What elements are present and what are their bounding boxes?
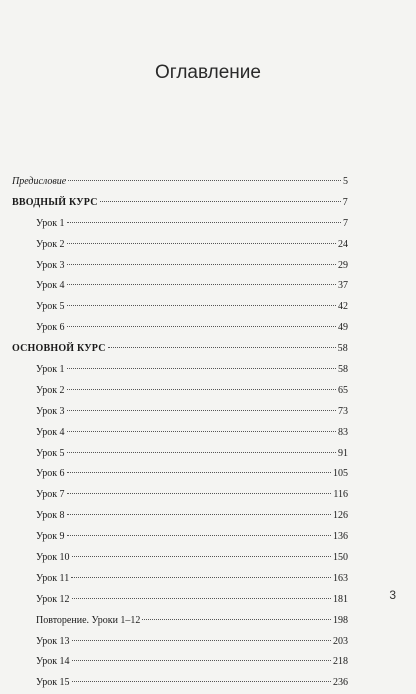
toc-entry-title: Урок 1 [36, 364, 65, 376]
toc-entry[interactable] [12, 339, 348, 360]
toc-entry[interactable] [12, 172, 348, 193]
toc-entry-title: Предисловие [12, 176, 67, 187]
toc-entry[interactable] [12, 611, 348, 632]
toc-leader [67, 452, 336, 453]
toc-leader [67, 431, 336, 432]
toc-entry-title: Урок 3 [36, 259, 65, 271]
toc-leader [67, 264, 336, 265]
toc-leader [67, 410, 336, 411]
toc-entry[interactable] [12, 214, 348, 235]
toc-entry-page: 236 [333, 677, 348, 689]
toc-leader [67, 389, 336, 390]
toc-entry-title: Урок 6 [36, 322, 65, 334]
toc-entry-page: 105 [333, 468, 348, 480]
toc-entry-title: Урок 7 [36, 489, 65, 501]
toc-entry-page: 7 [343, 217, 348, 229]
toc-entry[interactable] [12, 673, 348, 694]
toc-entry-page: 163 [333, 572, 348, 584]
toc-entry-title: Урок 12 [36, 593, 70, 605]
toc-entry[interactable] [12, 632, 348, 653]
toc-entry-page: 5 [343, 176, 348, 187]
toc-entry[interactable] [12, 485, 348, 506]
toc-entry-page: 29 [338, 259, 348, 271]
toc-leader [142, 619, 331, 620]
toc-entry-page: 218 [333, 656, 348, 668]
toc-entry-page: 49 [338, 322, 348, 334]
page-number: 3 [389, 588, 396, 602]
toc-entry-page: 73 [338, 405, 348, 417]
toc-entry-page: 65 [338, 384, 348, 396]
toc-entry[interactable] [12, 235, 348, 256]
toc-leader [71, 577, 331, 578]
toc-entry-page: 126 [333, 510, 348, 522]
toc-entry-title: Урок 4 [36, 426, 65, 438]
toc-leader [67, 305, 336, 306]
toc-entry-title: Урок 2 [36, 238, 65, 250]
toc-entry[interactable] [12, 297, 348, 318]
toc-leader [67, 535, 331, 536]
toc-leader [72, 598, 331, 599]
toc-entry-title: ОСНОВНОЙ КУРС [12, 343, 106, 355]
toc-entry[interactable] [12, 381, 348, 402]
toc-leader [108, 347, 336, 348]
toc-entry-page: 181 [333, 593, 348, 605]
toc-entry[interactable] [12, 423, 348, 444]
toc-entry-page: 136 [333, 531, 348, 543]
toc-leader [67, 514, 331, 515]
toc-entry-page: 198 [333, 614, 348, 626]
toc-entry-page: 42 [338, 301, 348, 313]
toc-entry-page: 58 [338, 364, 348, 376]
toc-entry-page: 37 [338, 280, 348, 292]
toc-entry-title: Урок 10 [36, 552, 70, 564]
toc-entry-title: Урок 4 [36, 280, 65, 292]
toc-entry[interactable] [12, 402, 348, 423]
toc-entry[interactable] [12, 256, 348, 277]
toc-leader [67, 284, 336, 285]
toc-entry-page: 203 [333, 635, 348, 647]
toc-leader [72, 660, 331, 661]
toc-leader [68, 180, 341, 181]
toc-entry-title: Урок 5 [36, 301, 65, 313]
toc-entry-title: Урок 9 [36, 531, 65, 543]
toc-entry-page: 150 [333, 552, 348, 564]
page-title: Оглавление [155, 62, 261, 83]
toc-entry-page: 91 [338, 447, 348, 459]
toc-entry[interactable] [12, 590, 348, 611]
toc-entry[interactable] [12, 464, 348, 485]
toc-entry-page: 58 [337, 343, 348, 355]
toc-entry-page: 83 [338, 426, 348, 438]
toc-entry[interactable] [12, 360, 348, 381]
toc-leader [67, 243, 336, 244]
toc-entry[interactable] [12, 444, 348, 465]
toc-entry-title: Урок 6 [36, 468, 65, 480]
toc-entry[interactable] [12, 548, 348, 569]
toc-entry-page: 116 [333, 489, 348, 501]
toc-entry-title: Урок 8 [36, 510, 65, 522]
toc-leader [72, 640, 331, 641]
toc-entry-title: Урок 13 [36, 635, 70, 647]
toc-entry-title: Урок 15 [36, 677, 70, 689]
toc-leader [67, 472, 331, 473]
toc-leader [67, 493, 332, 494]
toc-entry[interactable] [12, 527, 348, 548]
toc-entry-page: 7 [342, 196, 348, 208]
toc-leader [100, 201, 341, 202]
toc-leader [67, 368, 336, 369]
toc-entry-title: Урок 5 [36, 447, 65, 459]
toc-entry-title: Урок 11 [36, 572, 70, 584]
toc-entry-title: Повторение. Уроки 1–12 [36, 614, 141, 626]
toc-entry[interactable] [12, 318, 348, 339]
toc-leader [72, 681, 331, 682]
toc-leader [72, 556, 331, 557]
toc-entry[interactable] [12, 506, 348, 527]
toc-entry-title: Урок 14 [36, 656, 70, 668]
toc-entry-title: Урок 2 [36, 384, 65, 396]
toc-entry-title: ВВОДНЫЙ КУРС [12, 196, 98, 208]
toc-entry[interactable] [12, 193, 348, 214]
toc-leader [67, 222, 341, 223]
toc-entry-page: 24 [338, 238, 348, 250]
toc-entry-title: Урок 1 [36, 217, 65, 229]
toc-entry[interactable] [12, 569, 348, 590]
toc-entry[interactable] [12, 652, 348, 673]
toc-leader [67, 326, 336, 327]
toc-entry-title: Урок 3 [36, 405, 65, 417]
toc-entry[interactable] [12, 276, 348, 297]
